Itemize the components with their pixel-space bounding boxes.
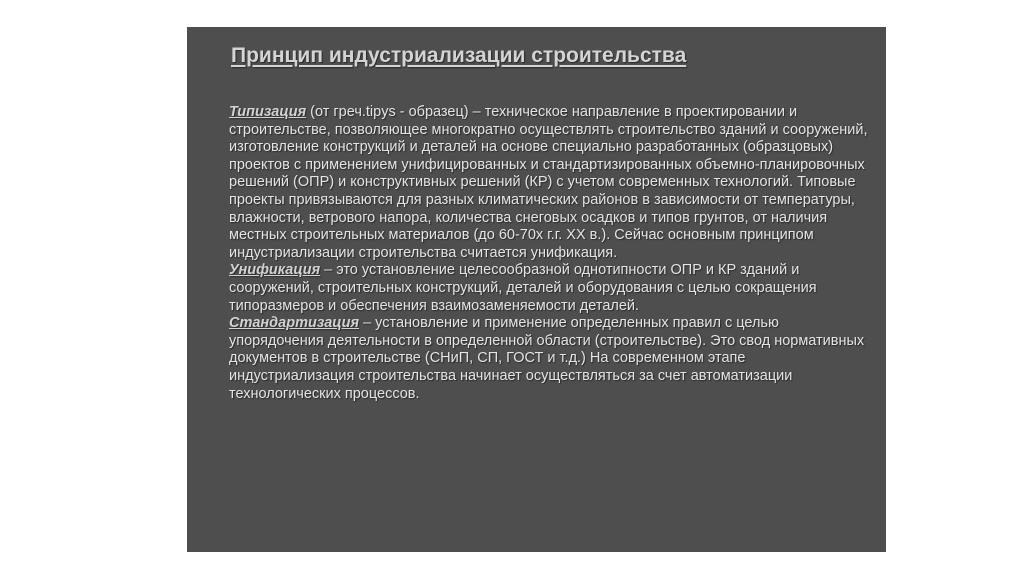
paragraph-unification: [229, 262, 869, 315]
definition-typization: (от греч.tipys - образец) – техническое направление в проектировании и строительстве, позволяющее многократно осуществлять строительство зданий и сооружений, изготовление конструкций и деталей на основе специально разработанных (образцовых) проектов с применением унифицированных и стандартизированных объемно-планировочных решений (ОПР) и конструктивных решений (КР) с учетом современных технологий. Типовые проекты привязываются для разных климатических районов в зависимости от температуры, влажности, ветрового напора, количества снеговых осадков и типов грунтов, от наличия местных строительных материалов (до 60-70х г.г. ХХ в.). Сейчас основным принципом индустриализации строительства считается унификация.: [229, 104, 868, 261]
term-standardization: Стандартизация: [229, 315, 360, 332]
slide: [187, 27, 886, 552]
paragraph-standardization: [229, 315, 869, 403]
definition-unification: – это установление целесообразной однотипности ОПР и КР зданий и сооружений, строительных конструкций, деталей и оборудования с целью сокращения типоразмеров и обеспечения взаимозаменяемости деталей.: [229, 262, 817, 314]
slide-body: [229, 104, 869, 403]
paragraph-typization: [229, 104, 869, 262]
term-unification: Унификация: [229, 262, 321, 279]
term-typization: Типизация: [229, 104, 307, 120]
slide-title: Принцип индустриализации строительства: [231, 44, 687, 67]
definition-standardization: – установление и применение определенных правил с целью упорядочения деятельности в определенной области (строительстве). Это свод нормативных документов в строительстве (СНиП, СП, ГОСТ и т.д.) На современном этапе индустриализация строительства начинает осуществляться за счет автоматизации технологических процессов.: [229, 315, 865, 402]
